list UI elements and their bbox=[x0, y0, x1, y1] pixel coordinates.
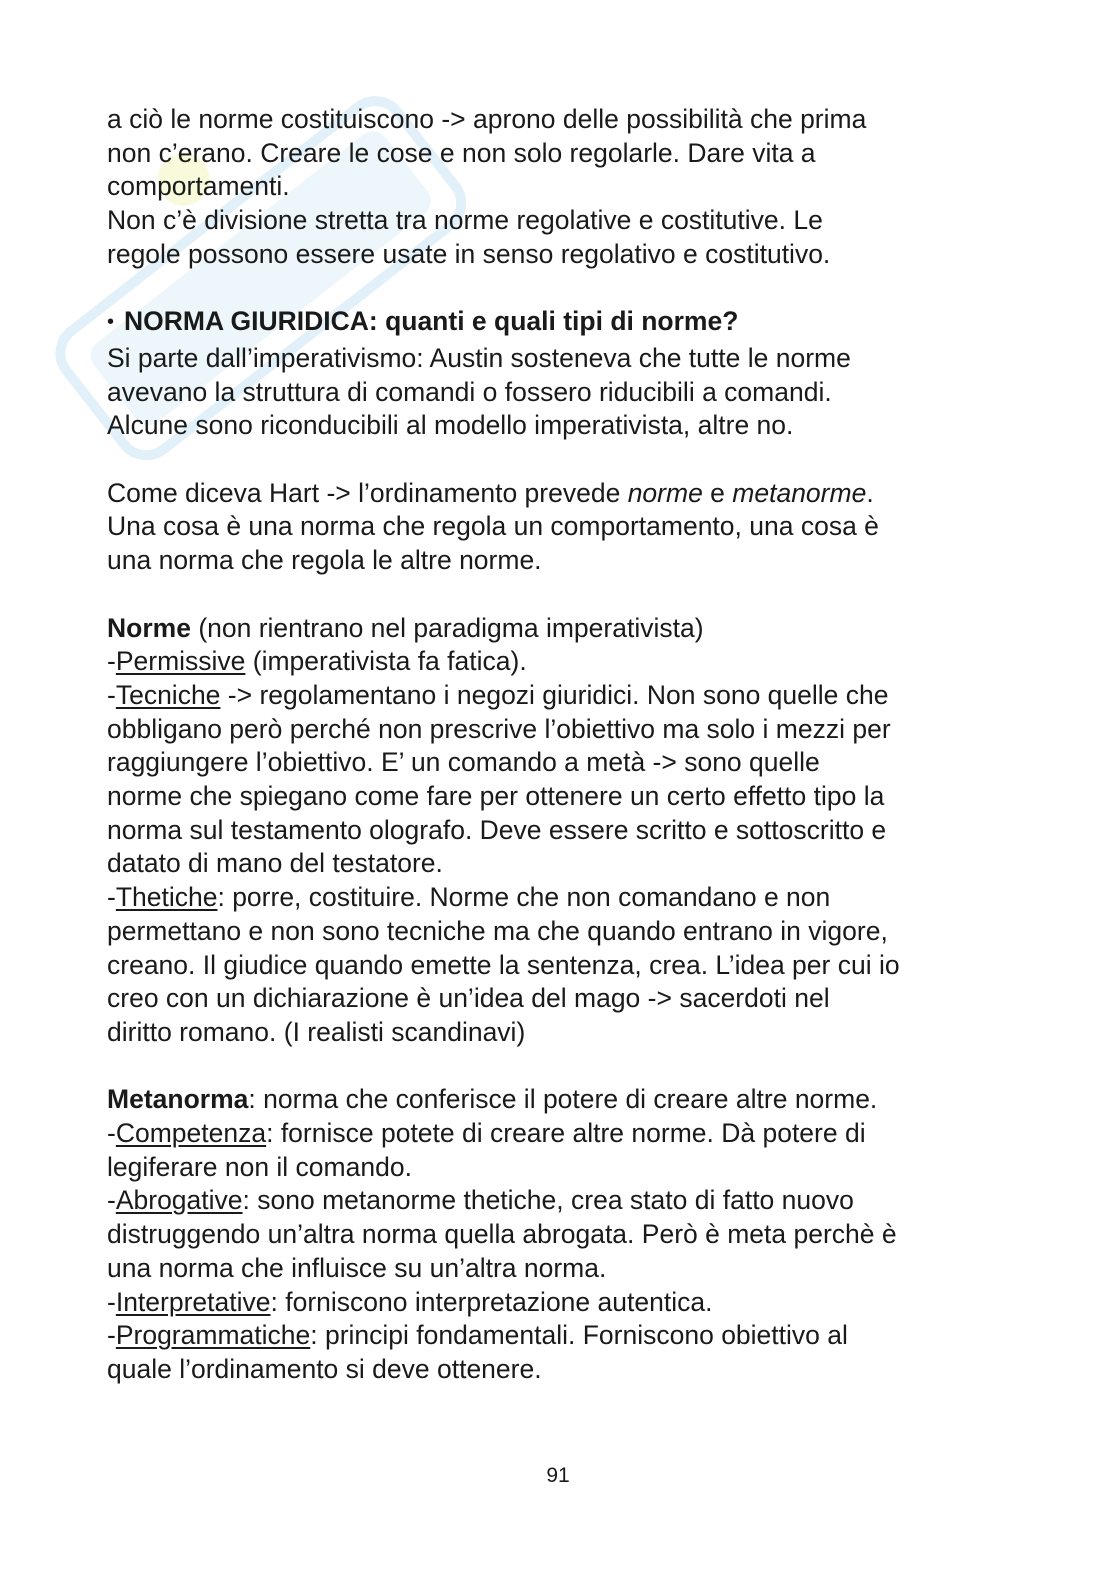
text-line bbox=[107, 1184, 1017, 1218]
term-abrogative: Abrogative bbox=[115, 1185, 243, 1216]
bullet-icon: • bbox=[107, 311, 115, 334]
dash: - bbox=[107, 1118, 116, 1149]
text-line: permettano e non sono tecniche ma che quando entrano in vigore, bbox=[107, 915, 888, 946]
term-thetiche: Thetiche bbox=[115, 882, 218, 913]
text-line: norme che spiegano come fare per ottenere un certo effetto tipo la bbox=[107, 781, 885, 812]
text-line bbox=[107, 1117, 1017, 1151]
text-line bbox=[107, 1319, 1017, 1353]
text-segment: : sono metanorme thetiche, crea stato di fatto nuovo bbox=[242, 1185, 854, 1216]
text-line: diritto romano. (I realisti scandinavi) bbox=[107, 1016, 526, 1047]
text-line: creano. Il giudice quando emette la sentenza, crea. L’idea per cui io bbox=[107, 949, 900, 980]
term-interpretative: Interpretative bbox=[115, 1286, 271, 1317]
text-line: Non c’è divisione stretta tra norme regolative e costitutive. Le bbox=[107, 205, 823, 236]
term-competenza: Competenza bbox=[115, 1118, 267, 1149]
text-line: una norma che regola le altre norme. bbox=[107, 545, 542, 576]
text-segment: : porre, costituire. Norme che non comandano e non bbox=[217, 882, 831, 913]
term-programmatiche: Programmatiche bbox=[115, 1320, 311, 1351]
dash: - bbox=[107, 1286, 116, 1317]
text-line bbox=[107, 477, 1017, 511]
term-permissive: Permissive bbox=[115, 646, 246, 677]
dash: - bbox=[107, 646, 116, 677]
text-line: obbligano però perché non prescrive l’obiettivo ma solo i mezzi per bbox=[107, 713, 891, 744]
dash: - bbox=[107, 882, 116, 913]
text-segment: Come diceva Hart -> l’ordinamento prevede bbox=[107, 477, 628, 508]
text-line: Alcune sono riconducibili al modello imperativista, altre no. bbox=[107, 410, 794, 441]
text-line: raggiungere l’obiettivo. E’ un comando a metà -> sono quelle bbox=[107, 747, 820, 778]
text-segment: (imperativista fa fatica). bbox=[245, 646, 527, 677]
text-segment: . bbox=[866, 477, 874, 508]
text-segment: : norma che conferisce il potere di creare altre norme. bbox=[248, 1084, 878, 1115]
subheading-metanorma: Metanorma bbox=[107, 1084, 249, 1115]
text-line bbox=[107, 612, 1017, 646]
section-heading bbox=[107, 305, 1017, 342]
text-segment: : principi fondamentali. Forniscono obiettivo al bbox=[310, 1320, 848, 1351]
text-line bbox=[107, 1083, 1017, 1117]
text-line: una norma che influisce su un’altra norma. bbox=[107, 1252, 607, 1283]
text-line bbox=[107, 679, 1017, 713]
dash: - bbox=[107, 1185, 116, 1216]
italic-term: metanorme bbox=[732, 477, 867, 508]
text-line: norma sul testamento olografo. Deve essere scritto e sottoscritto e bbox=[107, 814, 887, 845]
text-line bbox=[107, 881, 1017, 915]
text-line bbox=[107, 645, 1017, 679]
page-number: 91 bbox=[546, 1464, 570, 1487]
dash: - bbox=[107, 1320, 116, 1351]
text-line bbox=[107, 1286, 1017, 1320]
subheading-norme: Norme bbox=[107, 612, 191, 643]
text-segment: : forniscono interpretazione autentica. bbox=[270, 1286, 713, 1317]
text-segment: (non rientrano nel paradigma imperativista) bbox=[190, 612, 704, 643]
text-line: creo con un dichiarazione è un’idea del mago -> sacerdoti nel bbox=[107, 983, 830, 1014]
text-segment: -> regolamentano i negozi giuridici. Non sono quelle che bbox=[220, 679, 889, 710]
section-heading-text: NORMA GIURIDICA: quanti e quali tipi di norme? bbox=[124, 306, 739, 337]
text-line: datato di mano del testatore. bbox=[107, 848, 443, 879]
text-line: avevano la struttura di comandi o fossero riducibili a comandi. bbox=[107, 376, 832, 407]
document-body bbox=[107, 103, 1017, 1387]
text-line: non c’erano. Creare le cose e non solo regolarle. Dare vita a bbox=[107, 137, 816, 168]
text-segment: e bbox=[702, 477, 733, 508]
text-line: quale l’ordinamento si deve ottenere. bbox=[107, 1353, 542, 1384]
text-segment: : fornisce potete di creare altre norme. Dà potere di bbox=[266, 1118, 866, 1149]
text-line: distruggendo un’altra norma quella abrogata. Però è meta perchè è bbox=[107, 1219, 897, 1250]
text-line: regole possono essere usate in senso regolativo e costitutivo. bbox=[107, 238, 831, 269]
text-line: legiferare non il comando. bbox=[107, 1151, 412, 1182]
text-line: comportamenti. bbox=[107, 171, 290, 202]
text-line: Una cosa è una norma che regola un comportamento, una cosa è bbox=[107, 511, 879, 542]
italic-term: norme bbox=[627, 477, 703, 508]
dash: - bbox=[107, 679, 116, 710]
term-tecniche: Tecniche bbox=[115, 679, 221, 710]
text-line: Si parte dall’imperativismo: Austin sosteneva che tutte le norme bbox=[107, 342, 851, 373]
text-line: a ciò le norme costituiscono -> aprono delle possibilità che prima bbox=[107, 104, 867, 134]
